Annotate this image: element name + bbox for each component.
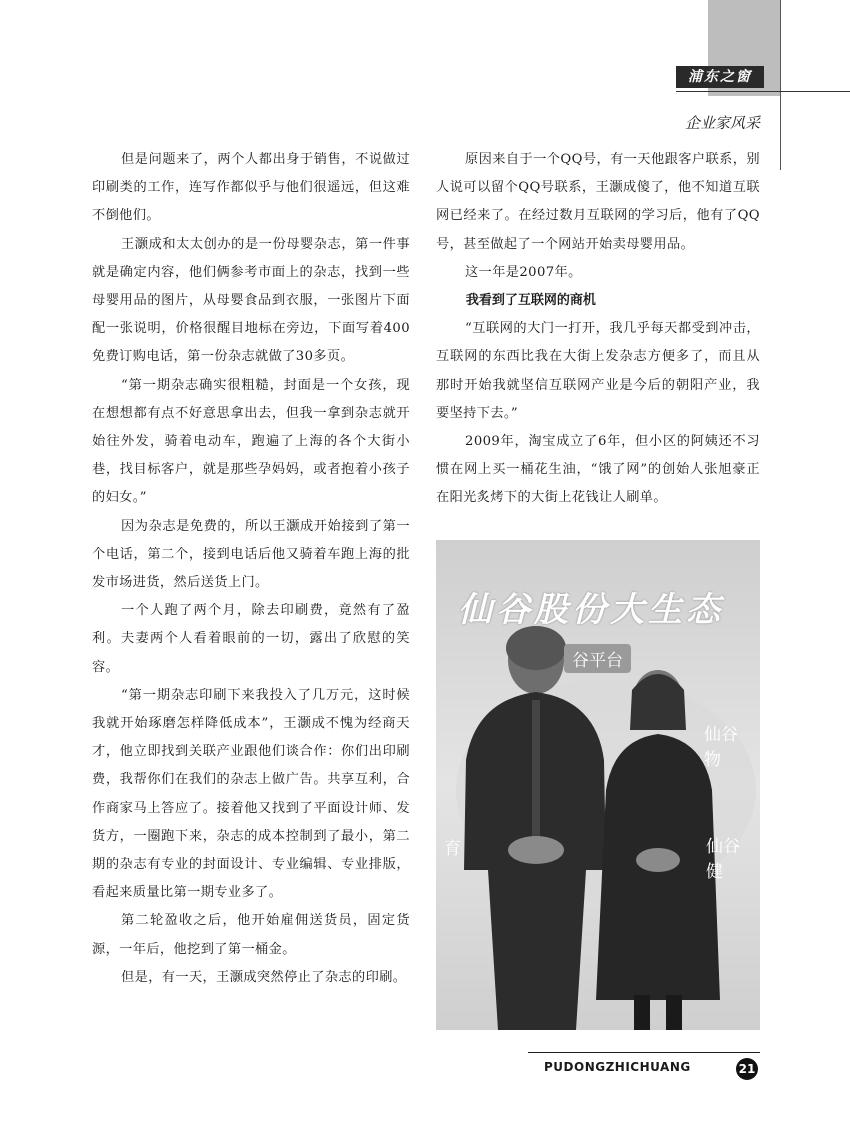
photo-sign-goods: 仙谷物	[704, 725, 738, 770]
paragraph: “第一期杂志印刷下来我投入了几万元，这时候我就开始琢磨怎样降低成本”，王灏成不愧为经商天才，他立即找到关联产业跟他们谈合作：你们出印刷费，我帮你们在我们的杂志上做广告。共享互利，合作商家马上答应了。接着他又找到了平面设计师、发货方，一圈跑下来，杂志的成本控制到了最小，第二期的杂志有专业的封面设计、专业编辑、专业排版，看起来质量比第一期专业多了。	[92, 687, 410, 901]
right-column	[436, 146, 760, 513]
footer-rule	[528, 1052, 760, 1053]
paragraph: 原因来自于一个QQ号，有一天他跟客户联系，别人说可以留个QQ号联系，王灏成傻了，他不知道互联网已经来了。在经过数月互联网的学习后，他有了QQ号，甚至做起了一个网站开始卖母婴用品。	[436, 152, 760, 252]
paragraph: 但是，有一天，王灏成突然停止了杂志的印刷。	[121, 969, 407, 985]
photo-sign-platform: 谷平台	[564, 644, 631, 673]
paragraph: 因为杂志是免费的，所以王灏成开始接到了第一个电话，第二个，接到电话后他又骑着车跑上海的批发市场进货，然后送货上门。	[92, 518, 410, 591]
section-title: 企业家风采	[684, 114, 760, 132]
paragraph: “互联网的大门一打开，我几乎每天都受到冲击，互联网的东西比我在大街上发杂志方便多了，而且从那时开始我就坚信互联网产业是今后的朝阳产业，我要坚持下去。”	[436, 321, 760, 421]
paragraph: 一个人跑了两个月，除去印刷费，竟然有了盈利。夫妻两个人看着眼前的一切，露出了欣慰的笑容。	[92, 603, 410, 675]
paragraph: “第一期杂志确实很粗糙，封面是一个女孩，现在想想都有点不好意思拿出去，但我一拿到杂志就开始往外发，骑着电动车，跑遍了上海的各个大街小巷，找目标客户，就是那些孕妈妈，或者抱着小孩子的妇女。”	[92, 377, 410, 506]
photo-sign-health: 仙谷健	[706, 837, 740, 882]
page-number: 21	[736, 1058, 758, 1080]
masthead-logo: 浦东之窗	[676, 66, 764, 88]
subheading: 我看到了互联网的商机	[465, 293, 596, 309]
header-horizontal-rule	[676, 91, 850, 92]
header-vertical-rule	[780, 0, 781, 170]
photo-sign-education: 育	[444, 839, 461, 859]
footer-magazine-name: PUDONGZHICHUANG	[544, 1060, 691, 1074]
photo-two-people	[436, 540, 760, 1030]
paragraph: 第二轮盈收之后，他开始雇佣送货员，固定货源，一年后，他挖到了第一桶金。	[92, 913, 410, 957]
paragraph: 但是问题来了，两个人都出身于销售，不说做过印刷类的工作，连写作都似乎与他们很遥远，但这难不倒他们。	[92, 152, 410, 224]
photo-banner-text: 仙谷股份大生态	[458, 590, 724, 630]
paragraph: 王灏成和太太创办的是一份母婴杂志，第一件事就是确定内容，他们俩参考市面上的杂志，找到一些母婴用品的图片，从母婴食品到衣服，一张图片下面配一张说明，价格很醒目地标在旁边，下面写着400免费订购电话，第一份杂志就做了30多页。	[92, 236, 410, 365]
paragraph: 这一年是2007年。	[465, 264, 582, 280]
paragraph: 2009年，淘宝成立了6年，但小区的阿姨还不习惯在网上买一桶花生油，“饿了网”的创始人张旭豪正在阳光炙烤下的大街上花钱让人刷单。	[436, 434, 760, 506]
left-column	[92, 146, 410, 992]
